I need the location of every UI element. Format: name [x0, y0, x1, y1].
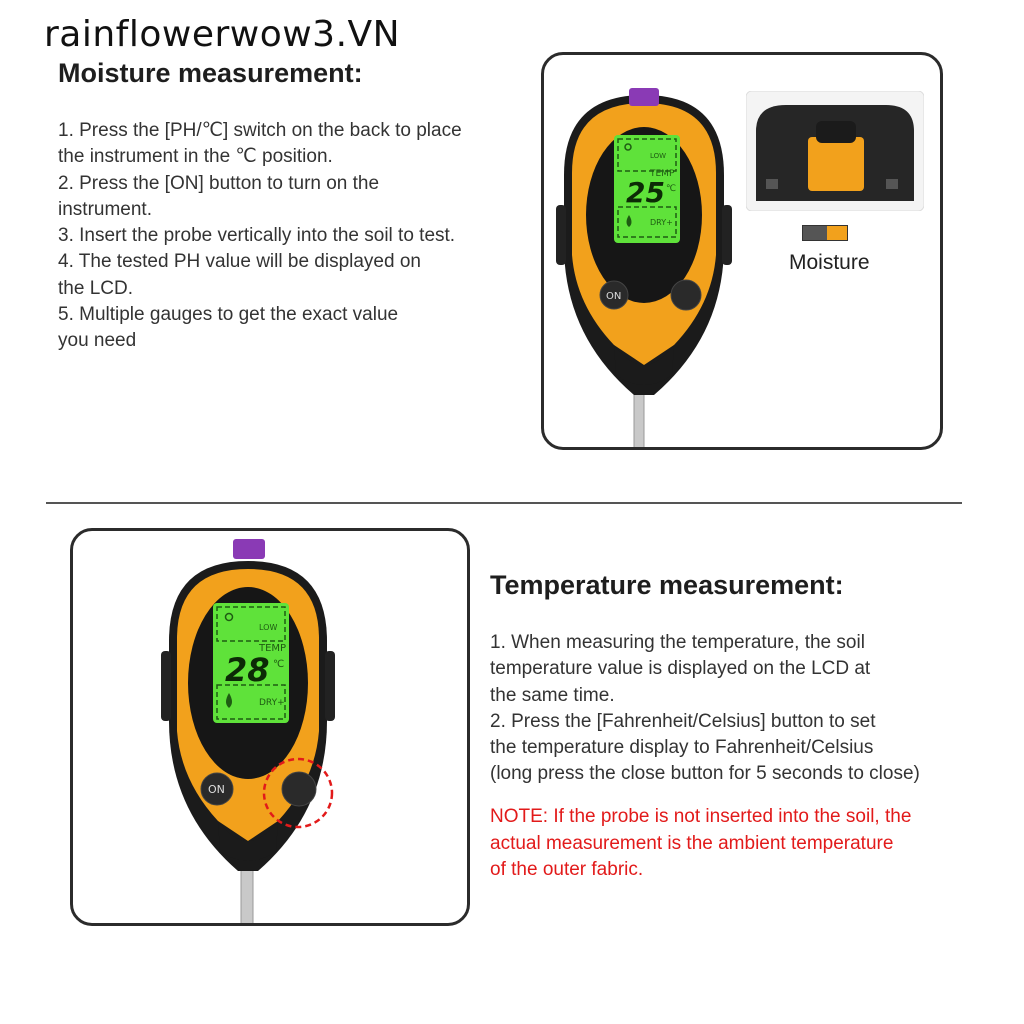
moisture-switch-label: Moisture	[789, 251, 870, 274]
lcd-dry: DRY+	[259, 698, 285, 708]
step-line: 3. Insert the probe vertically into the soil to test.	[58, 225, 456, 247]
lcd-unit: ℃	[273, 659, 285, 670]
step-line: instrument.	[58, 198, 152, 220]
on-label: ON	[208, 783, 225, 796]
moisture-switch-swatch	[802, 225, 848, 241]
moisture-photo-frame	[541, 52, 943, 450]
moisture-steps	[58, 118, 462, 355]
step-line: 5. Multiple gauges to get the exact value	[58, 304, 399, 326]
on-label: ON	[606, 291, 622, 302]
temperature-photo-frame	[70, 528, 470, 926]
note-line: NOTE: If the probe is not inserted into the soil, the	[490, 806, 912, 827]
lcd-dry: DRY+	[650, 218, 673, 227]
step-line: 2. Press the [ON] button to turn on the	[58, 172, 380, 194]
section-divider	[46, 502, 962, 504]
ph-c-button-icon[interactable]	[282, 772, 316, 806]
moisture-title: Moisture measurement:	[58, 58, 363, 88]
step-line: you need	[58, 330, 137, 352]
soil-meter-illustration	[544, 55, 744, 447]
temperature-steps	[490, 630, 920, 788]
step-line: the same time.	[490, 684, 615, 706]
step-line: 4. The tested PH value will be displayed on	[58, 251, 421, 273]
lcd-temp: TEMP	[259, 643, 287, 654]
step-line: the temperature display to Fahrenheit/Celsius	[490, 737, 874, 759]
temperature-note	[490, 804, 911, 884]
ph-c-button-icon[interactable]	[671, 280, 701, 310]
lcd-low: LOW	[650, 152, 667, 160]
step-line: 1. When measuring the temperature, the soil	[490, 632, 865, 653]
lcd-unit: ℃	[666, 184, 677, 194]
step-line: temperature value is displayed on the LCD at	[490, 658, 871, 680]
note-line: of the outer fabric.	[490, 859, 644, 880]
step-line: 2. Press the [Fahrenheit/Celsius] button to set	[490, 710, 876, 732]
step-line: the LCD.	[58, 277, 133, 299]
lcd-low: LOW	[259, 623, 278, 632]
temperature-title: Temperature measurement:	[490, 570, 844, 600]
step-line: the instrument in the ℃ position.	[58, 146, 333, 168]
back-switch-closeup	[746, 91, 924, 211]
lcd-value: 28	[225, 651, 270, 689]
soil-meter-illustration	[73, 531, 467, 923]
lcd-value: 25	[626, 176, 665, 209]
lcd-temp: TEMP	[650, 169, 675, 179]
watermark: rainflowerwow3.VN	[44, 14, 401, 55]
step-line: (long press the close button for 5 seconds to close)	[490, 763, 920, 785]
note-line: actual measurement is the ambient temperature	[490, 832, 894, 854]
step-line: 1. Press the [PH/℃] switch on the back to place	[58, 120, 462, 141]
